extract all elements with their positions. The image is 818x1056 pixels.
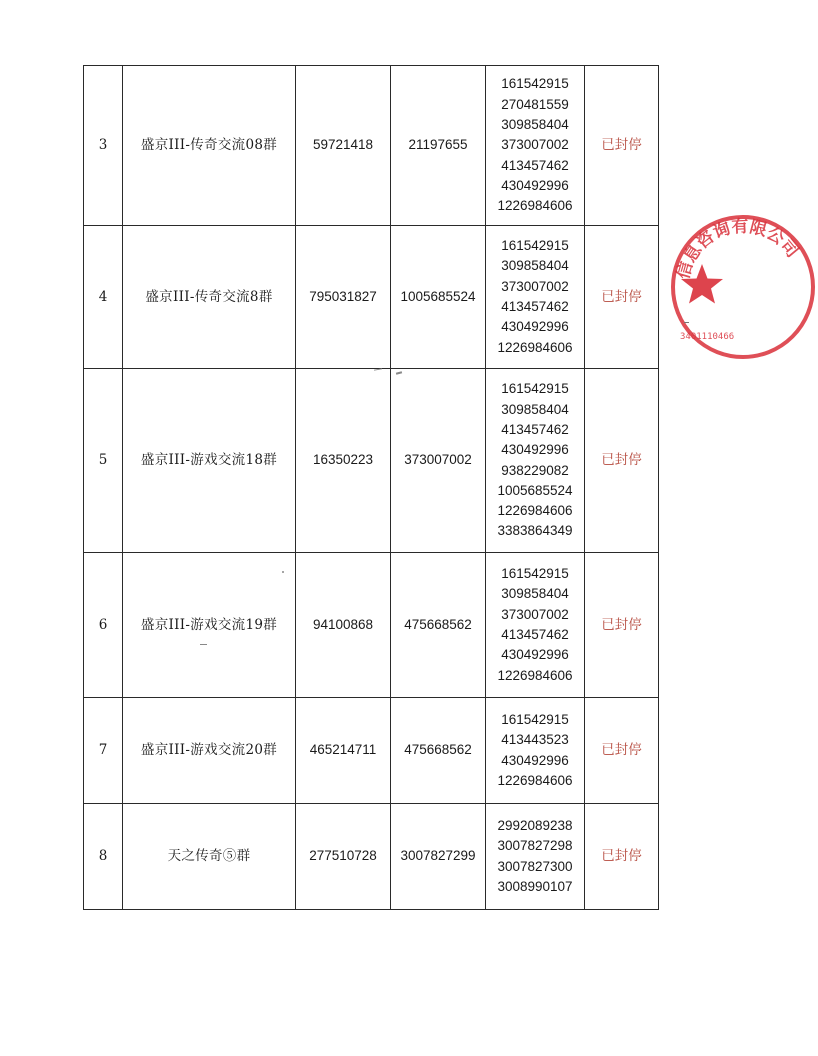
member-id: 161542915 (501, 238, 569, 254)
member-id: 1226984606 (497, 198, 573, 214)
member-id: 430492996 (501, 752, 569, 768)
member-list (486, 698, 585, 804)
table-row (84, 226, 659, 369)
owner-id: 475668562 (391, 698, 486, 804)
member-id: 413457462 (501, 299, 569, 314)
row-index: 5 (84, 369, 123, 553)
group-id: 16350223 (296, 369, 391, 553)
status-text: 已封停 (585, 698, 659, 804)
status-text: 已封停 (585, 553, 659, 698)
group-name: 盛京III-传奇交流8群 (123, 226, 296, 369)
member-id: 309858404 (501, 586, 569, 602)
table-row (84, 553, 659, 698)
scan-speck (282, 571, 284, 573)
member-list (486, 804, 585, 910)
row-index: 4 (84, 226, 123, 369)
group-name: 盛京III-游戏交流20群 (123, 698, 296, 804)
member-id: 1226984606 (497, 772, 573, 788)
owner-id: 373007002 (391, 369, 486, 553)
status-text: 已封停 (585, 369, 659, 553)
table-row (84, 369, 659, 553)
member-id: 373007002 (501, 137, 569, 153)
group-id: 94100868 (296, 553, 391, 698)
seal-number: 3401110466 (680, 332, 735, 342)
member-id: 430492996 (501, 647, 569, 663)
owner-id: 1005685524 (391, 226, 486, 369)
row-index: 7 (84, 698, 123, 804)
owner-id: 475668562 (391, 553, 486, 698)
member-id: 1226984606 (497, 339, 573, 355)
member-id: 3007827300 (497, 858, 573, 874)
member-id: 161542915 (501, 76, 569, 92)
member-id: 161542915 (501, 711, 569, 727)
member-list (486, 66, 585, 226)
member-id: 3383864349 (497, 523, 573, 539)
status-text: 已封停 (585, 66, 659, 226)
member-id: 373007002 (501, 606, 569, 622)
member-id: 1005685524 (497, 482, 573, 498)
member-id: 938229082 (501, 462, 569, 478)
member-id: 3007827298 (497, 838, 573, 854)
row-index: 8 (84, 804, 123, 910)
table-row (84, 698, 659, 804)
group-id: 277510728 (296, 804, 391, 910)
table-row (84, 66, 659, 226)
group-ban-table (83, 65, 659, 910)
member-id: 161542915 (501, 566, 569, 582)
owner-id: 3007827299 (391, 804, 486, 910)
row-index: 3 (84, 66, 123, 226)
member-id: 1226984606 (497, 503, 573, 519)
member-list (486, 553, 585, 698)
member-id: 1226984606 (497, 667, 573, 683)
group-name: 盛京III-游戏交流18群 (123, 369, 296, 553)
group-id: 795031827 (296, 226, 391, 369)
member-id: 2992089238 (497, 817, 573, 833)
member-id: 161542915 (501, 381, 569, 397)
member-id: 373007002 (501, 278, 569, 294)
group-name: 天之传奇⑤群 (123, 804, 296, 910)
group-id: 465214711 (296, 698, 391, 804)
member-id: 309858404 (501, 258, 569, 274)
member-id: 3008990107 (497, 878, 573, 894)
member-id: 430492996 (501, 442, 569, 458)
member-list (486, 369, 585, 553)
member-id: 430492996 (501, 319, 569, 335)
member-id: 413443523 (501, 732, 569, 748)
member-id: 413457462 (501, 421, 569, 437)
group-name: 盛京III-游戏交流19群 (123, 553, 296, 698)
group-id: 59721418 (296, 66, 391, 226)
member-id: 430492996 (501, 177, 569, 193)
seal-arc-text: 信息咨询有限公司 (673, 216, 803, 282)
company-seal (668, 212, 818, 362)
member-id: 413457462 (501, 627, 569, 642)
scan-speck (684, 322, 689, 323)
member-id: 309858404 (501, 117, 569, 133)
owner-id: 21197655 (391, 66, 486, 226)
status-text: 已封停 (585, 804, 659, 910)
row-index: 6 (84, 553, 123, 698)
status-text: 已封停 (585, 226, 659, 369)
member-list (486, 226, 585, 369)
member-id: 413457462 (501, 157, 569, 173)
group-name: 盛京III-传奇交流08群 (123, 66, 296, 226)
member-id: 270481559 (501, 96, 569, 112)
table-row (84, 804, 659, 910)
scan-speck (200, 644, 207, 645)
member-id: 309858404 (501, 401, 569, 417)
